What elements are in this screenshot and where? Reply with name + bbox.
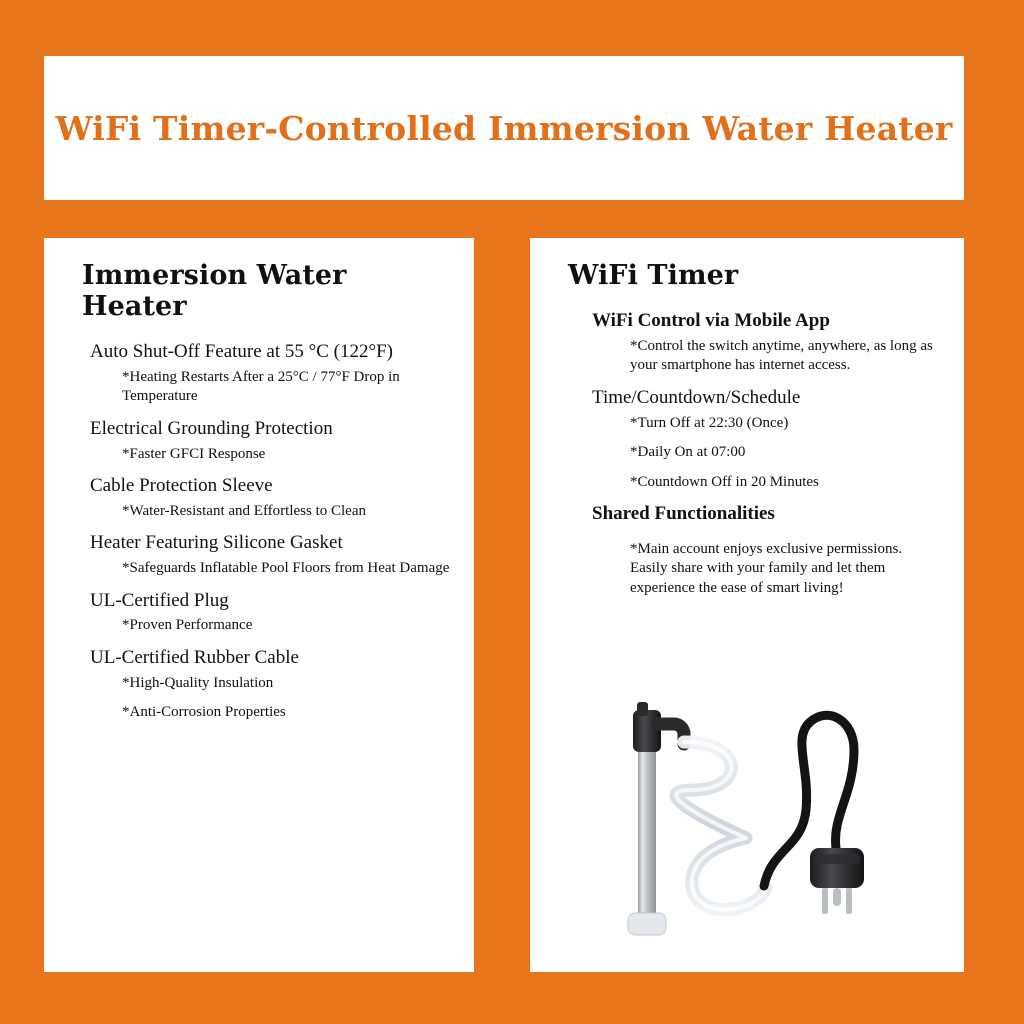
column-immersion-water-heater xyxy=(44,238,474,972)
feature-auto-shut-off xyxy=(68,340,450,407)
feature-title: WiFi Control via Mobile App xyxy=(592,310,830,331)
feature-title: Auto Shut-Off Feature at 55 °C (122°F) xyxy=(90,341,393,362)
feature-sub: *Turn Off at 22:30 (Once) xyxy=(630,414,789,431)
feature-time-countdown-schedule xyxy=(554,386,940,492)
feature-sub: *Daily On at 07:00 xyxy=(630,444,746,460)
feature-ul-certified-plug xyxy=(68,589,450,636)
feature-sub: *High-Quality Insulation xyxy=(122,674,274,691)
feature-sub: *Safeguards Inflatable Pool Floors from Heat Damage xyxy=(122,560,450,576)
feature-sub: *Faster GFCI Response xyxy=(122,445,266,462)
feature-sub: *Heating Restarts After a 25°C / 77°F Drop in Temperature xyxy=(122,368,400,405)
feature-sub: *Main account enjoys exclusive permissions. Easily share with your family and let them experience the ease of smart living! xyxy=(630,540,903,596)
feature-sub: *Water-Resistant and Effortless to Clean xyxy=(122,502,366,519)
feature-title: UL-Certified Plug xyxy=(90,589,229,611)
feature-sub: *Countdown Off in 20 Minutes xyxy=(630,473,819,490)
feature-sub: *Control the switch anytime, anywhere, as long as your smartphone has internet access. xyxy=(630,337,933,374)
feature-cable-protection-sleeve xyxy=(68,474,450,521)
feature-title: Time/Countdown/Schedule xyxy=(592,386,801,408)
page-title: WiFi Timer-Controlled Immersion Water Heater xyxy=(55,108,953,148)
feature-sub: *Proven Performance xyxy=(122,617,253,634)
column-heading-right: WiFi Timer xyxy=(568,260,739,291)
feature-ul-certified-rubber-cable xyxy=(68,646,450,723)
product-image xyxy=(596,698,926,958)
feature-shared-functionalities xyxy=(554,502,940,598)
feature-title: Shared Functionalities xyxy=(592,503,775,524)
feature-silicone-gasket xyxy=(68,531,450,578)
feature-sub: *Anti-Corrosion Properties xyxy=(122,704,286,720)
feature-wifi-control xyxy=(554,309,940,376)
feature-grounding-protection xyxy=(68,417,450,464)
column-heading-left: Immersion Water Heater xyxy=(82,260,347,322)
feature-title: Electrical Grounding Protection xyxy=(90,417,333,439)
title-card xyxy=(44,56,964,200)
feature-title: Heater Featuring Silicone Gasket xyxy=(90,532,343,554)
feature-title: UL-Certified Rubber Cable xyxy=(90,646,299,668)
feature-title: Cable Protection Sleeve xyxy=(90,475,273,496)
